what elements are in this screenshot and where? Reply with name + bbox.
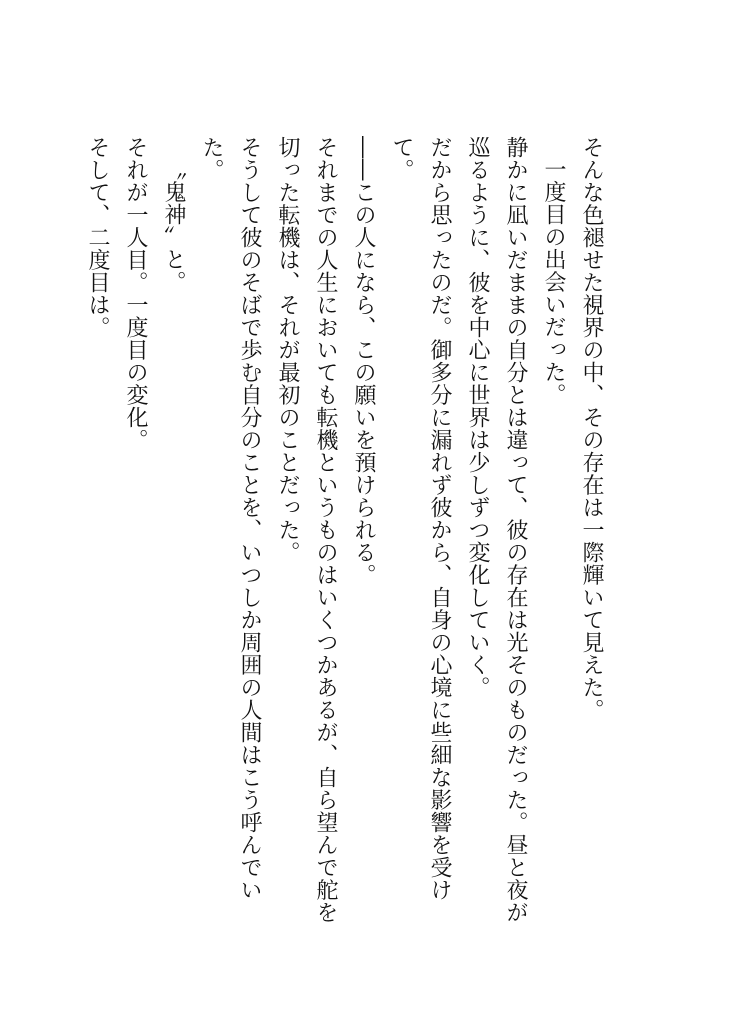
paragraph-7: そうして彼のそばで歩む自分のことを、いつしか周囲の人間はこう呼んでいた。 (199, 136, 262, 901)
paragraph-4: だから思ったのだ。御多分に漏れず彼から、自身の心境に些細な影響を受けて。 (389, 136, 452, 901)
paragraph-3: 静かに凪いだままの自分とは違って、彼の存在は光そのものだった。昼と夜が巡るように、彼を中心に世界は少しずつ変化していく。 (465, 136, 528, 924)
paragraph-10: そして、二度目は。 (85, 136, 110, 339)
paragraph-1: そんな色褪せた視界の中、その存在は一際輝いて見えた。 (579, 136, 604, 721)
paragraph-9: それが一人目。一度目の変化。 (123, 136, 148, 451)
vertical-text-body (78, 136, 610, 936)
paragraph-5: ――この人になら、この願いを預けられる。 (351, 136, 376, 586)
paragraph-8: 〝鬼神〟と。 (161, 158, 186, 293)
paragraph-2: 一度目の出会いだった。 (541, 158, 566, 406)
paragraph-6: それまでの人生においても転機というものはいくつかあるが、自ら望んで舵を切った転機は、それが最初のことだった。 (275, 136, 338, 924)
